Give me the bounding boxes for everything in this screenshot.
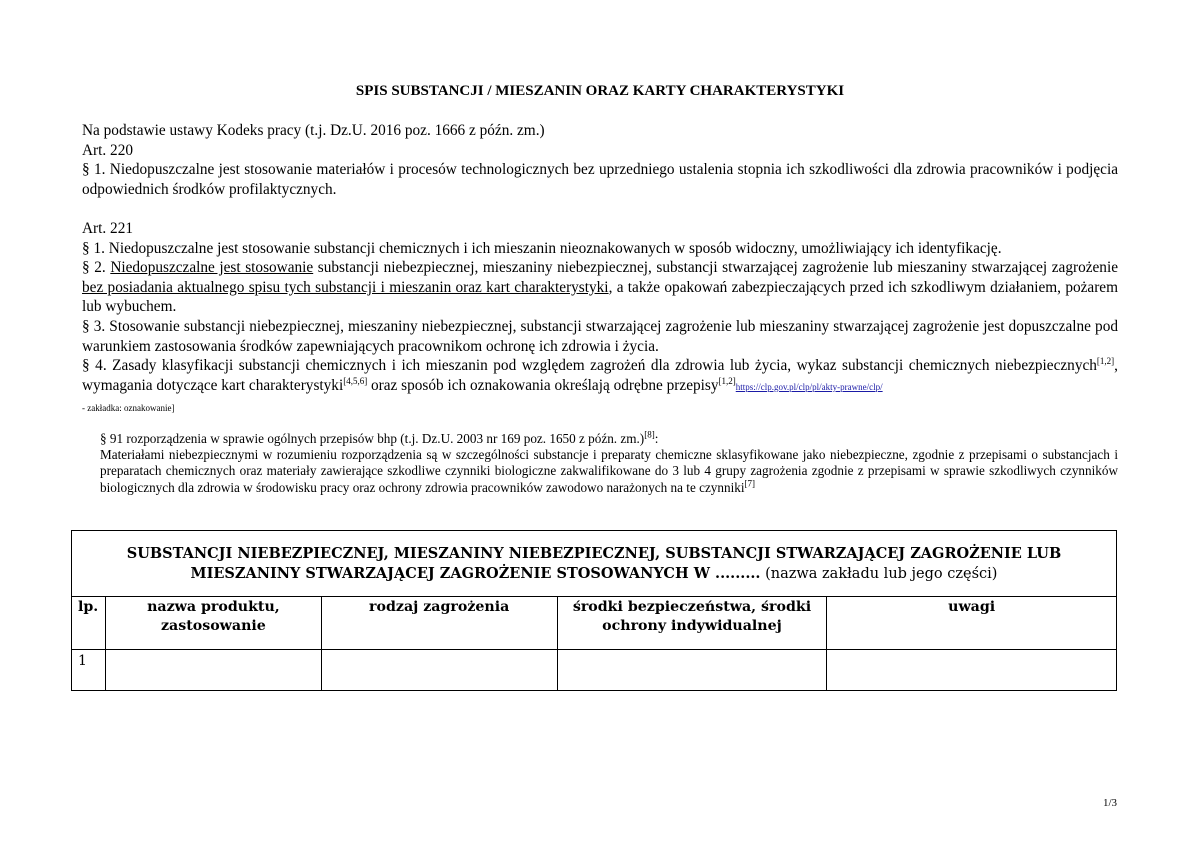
main-text	[82, 121, 1118, 419]
bhp-section	[100, 431, 1118, 496]
art221-paragraph-2	[82, 258, 1118, 317]
substances-table	[71, 530, 1117, 691]
table-cell[interactable]	[105, 650, 321, 691]
table-cell[interactable]	[827, 650, 1117, 691]
art220-heading: Art. 220	[82, 141, 133, 159]
column-header: środki bezpieczeństwa, środki ochrony indywidualnej	[557, 597, 827, 650]
column-header: lp.	[72, 597, 106, 650]
p2-prefix: § 2.	[82, 259, 111, 277]
table-cell[interactable]	[557, 650, 827, 691]
table-header-row	[72, 597, 1117, 650]
column-header: uwagi	[827, 597, 1117, 650]
table-heading-note: (nazwa zakładu lub jego części)	[760, 566, 998, 582]
page-number: 1/3	[1103, 797, 1118, 809]
column-header: rodzaj zagrożenia	[321, 597, 557, 650]
p2-middle: substancji niebezpiecznej, mieszaniny niebezpiecznej, substancji stwarzającej zagrożenie lub mieszaniny stwarzającej zagrożenie	[313, 259, 1118, 277]
p2-suffix: , a także opakowań zabezpieczających przed ich szkodliwym działaniem, pożarem lub wybuchem.	[82, 278, 1118, 316]
table-row	[72, 650, 1117, 691]
p4-part-b: , wymagania dotyczące kart charakterystyki	[82, 357, 1118, 394]
p2-underlined-2: bez posiadania aktualnego spisu tych substancji i mieszanin oraz kart charakterystyki	[82, 278, 609, 296]
art221-paragraph-1: § 1. Niedopuszczalne jest stosowanie substancji chemicznych i ich mieszanin nieoznakowanych w sposób widoczny, umożliwiający ich identyfikację.	[82, 239, 1002, 257]
p2-underlined-1: Niedopuszczalne jest stosowanie	[110, 259, 314, 277]
footnote-ref: [1,2]	[1096, 356, 1115, 367]
bhp-heading-colon: :	[654, 431, 659, 446]
art221-paragraph-3: § 3. Stosowanie substancji niebezpiecznej, mieszaniny niebezpiecznej, substancji stwarzającej zagrożenie lub mieszaniny stwarzającej zagrożenie jest dopuszczalne pod warunkiem zastosowania środków zapewniających pracownikom ochronę ich zdrowia i życia.	[82, 317, 1118, 355]
bhp-body	[100, 447, 1118, 496]
table-cell[interactable]	[321, 650, 557, 691]
p4-part-c: oraz sposób ich oznakowania określają odrębne przepisy	[367, 376, 719, 394]
footnote-ref: [7]	[744, 478, 756, 489]
link-note: - zakładka: oznakowanie]	[82, 403, 175, 414]
art221-heading: Art. 221	[82, 219, 133, 237]
footnote-ref: [8]	[644, 429, 655, 440]
table-heading	[72, 531, 1117, 597]
art220-paragraph-1: § 1. Niedopuszczalne jest stosowanie materiałów i procesów technologicznych bez uprzedniego ustalenia stopnia ich szkodliwości dla zdrowia pracowników i podjęcia odpowiednich środków profilaktycznych.	[82, 161, 1118, 198]
document-title: SPIS SUBSTANCJI / MIESZANIN ORAZ KARTY CHARAKTERYSTYKI	[355, 83, 845, 99]
bhp-body-text: Materiałami niebezpiecznymi w rozumieniu rozporządzenia są w szczególności substancje i preparaty chemiczne sklasyfikowane jako niebezpieczne, zgodnie z przepisami o substancjach i preparatach chemicznych oraz materiały zawierające szkodliwe czynniki biologiczne zakwalifikowane do 3 lub 4 grupy zagrożenia zgodnie z przepisami w sprawie szkodliwych czynników biologicznych dla zdrowia w środowisku pracy oraz ochrony zdrowia pracowników zawodowo narażonych na te czynniki	[100, 447, 1118, 495]
clp-link[interactable]: https://clp.gov.pl/clp/pl/akty-prawne/clp/	[735, 381, 883, 392]
bhp-heading-text: § 91 rozporządzenia w sprawie ogólnych przepisów bhp (t.j. Dz.U. 2003 nr 169 poz. 1650 z późn. zm.)	[100, 431, 645, 446]
art221-paragraph-4	[82, 356, 1118, 419]
table-heading-bold: SUBSTANCJI NIEBEZPIECZNEJ, MIESZANINY NIEBEZPIECZNEJ, SUBSTANCJI STWARZAJĄCEJ ZAGROŻENIE LUB MIESZANINY STWARZAJĄCEJ ZAGROŻENIE STOSOWANYCH W .........	[126, 545, 1062, 582]
footnote-ref: [1,2]	[718, 375, 736, 386]
bhp-heading	[100, 431, 1118, 447]
table-cell[interactable]: 1	[72, 650, 106, 691]
footnote-ref: [4,5,6]	[343, 375, 368, 386]
intro-line: Na podstawie ustawy Kodeks pracy (t.j. Dz.U. 2016 poz. 1666 z późn. zm.)	[82, 122, 545, 139]
column-header: nazwa produktu, zastosowanie	[105, 597, 321, 650]
p4-part-a: § 4. Zasady klasyfikacji substancji chemicznych i ich mieszanin pod względem zagrożeń dla zdrowia lub życia, wykaz substancji chemicznych niebezpiecznych	[82, 357, 1097, 375]
